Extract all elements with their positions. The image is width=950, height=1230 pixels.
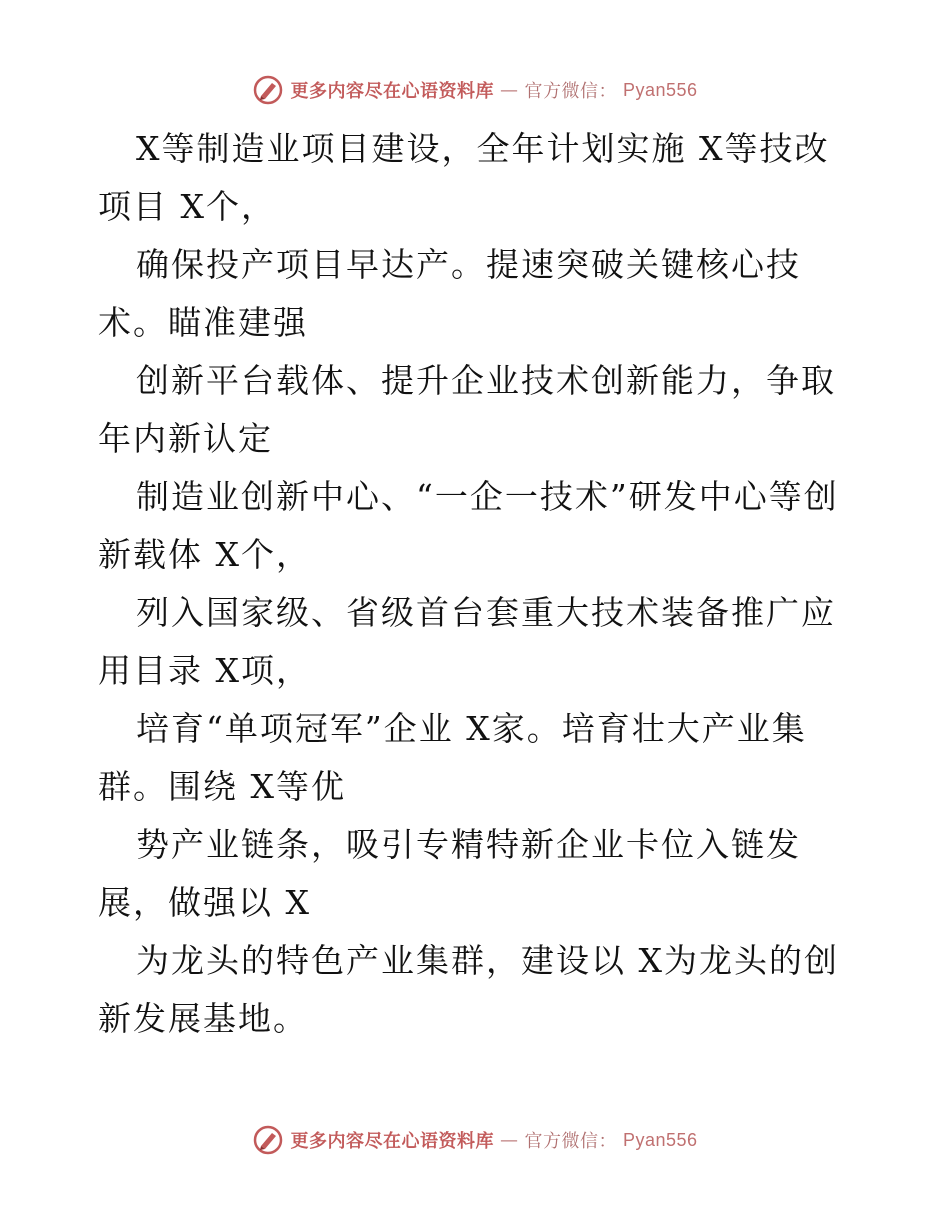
header-watermark (0, 70, 950, 110)
paragraph-7: 势产业链条，吸引专精特新企业卡位入链发展，做强以 X (98, 825, 801, 922)
watermark-dash: — (499, 79, 519, 101)
watermark-dash: — (499, 1129, 519, 1151)
paragraph-8: 为龙头的特色产业集群，建设以 X为龙头的创新发展基地。 (98, 941, 839, 1038)
watermark-wechat-id: Pyan556 (622, 79, 698, 100)
paragraph-1: X等制造业项目建设，全年计划实施 X等技改项目 X个， (98, 129, 830, 226)
paragraph-2: 确保投产项目早达产。提速突破关键核心技术。瞄准建强 (98, 245, 801, 342)
paragraph-6: 培育“单项冠军”企业 X家。培育壮大产业集群。围绕 X等优 (98, 709, 807, 806)
paragraph-5: 列入国家级、省级首台套重大技术装备推广应用目录 X项， (98, 593, 836, 690)
pen-logo-icon (252, 74, 284, 106)
footer-watermark (0, 1120, 950, 1160)
watermark-wechat-label: 官方微信： (524, 81, 617, 102)
watermark-wechat-id: Pyan556 (622, 1129, 698, 1150)
watermark-main-text: 更多内容尽在心语资料库 (290, 81, 494, 102)
pen-logo-icon (252, 1124, 284, 1156)
paragraph-3: 创新平台载体、提升企业技术创新能力，争取年内新认定 (98, 361, 836, 458)
watermark-wechat-label: 官方微信： (524, 1131, 617, 1152)
watermark-main-text: 更多内容尽在心语资料库 (290, 1131, 494, 1152)
document-body (98, 120, 858, 1048)
paragraph-4: 制造业创新中心、“一企一技术”研发中心等创新载体 X个， (98, 477, 839, 574)
